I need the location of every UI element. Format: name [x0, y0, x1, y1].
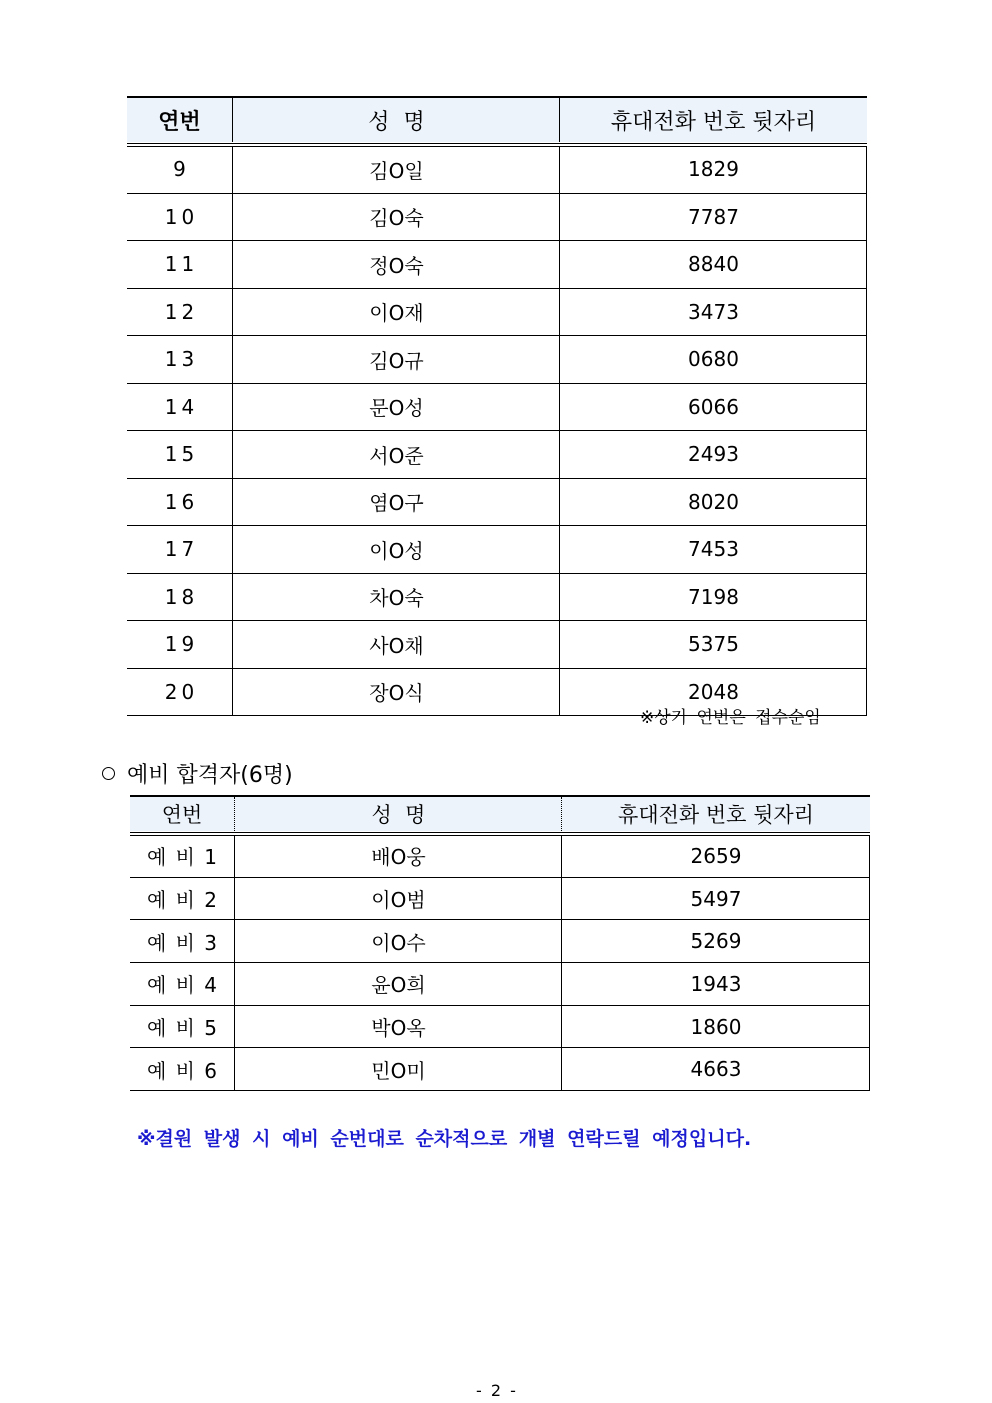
- row-phone: 5375: [559, 621, 867, 668]
- row-no: 18: [164, 584, 199, 609]
- reserve-list-table: [130, 795, 870, 1091]
- row-no: 예 비 1: [146, 845, 218, 870]
- reserve-contact-note: ※결원 발생 시 예비 순번대로 순차적으로 개별 연락드릴 예정입니다.: [137, 1128, 752, 1150]
- row-name: 이O범: [234, 878, 562, 920]
- header-no: 연번: [158, 109, 201, 135]
- table-row: [127, 479, 866, 527]
- reserve-title-text: 예비 합격자(6명): [127, 763, 293, 788]
- row-name: 김O숙: [232, 194, 560, 241]
- row-name: 정O숙: [232, 241, 560, 288]
- row-name: 김O일: [232, 146, 560, 193]
- passed-list-table: [127, 96, 867, 716]
- page-number: - 2 -: [476, 1381, 516, 1400]
- table-body: [127, 146, 867, 716]
- table-row: [130, 835, 869, 878]
- row-phone: 5497: [561, 878, 870, 920]
- table-row: [130, 920, 869, 963]
- table-row: [127, 241, 866, 289]
- row-name: 민O미: [234, 1048, 562, 1090]
- row-phone: 1829: [559, 146, 867, 193]
- row-phone: 2659: [561, 835, 870, 877]
- row-name: 서O준: [232, 431, 560, 478]
- table-row: [130, 1048, 869, 1091]
- table-header: [127, 96, 867, 142]
- row-phone: 8020: [559, 479, 867, 526]
- table-row: [127, 146, 866, 194]
- row-no: 9: [173, 157, 190, 182]
- header-name: 성 명: [232, 98, 560, 142]
- row-phone: 7198: [559, 574, 867, 621]
- row-name: 문O성: [232, 384, 560, 431]
- row-phone: 1860: [561, 1006, 870, 1048]
- table-row: [127, 384, 866, 432]
- table-row: [130, 963, 869, 1006]
- row-no: 20: [164, 679, 199, 704]
- row-phone: 1943: [561, 963, 870, 1005]
- row-name: 윤O희: [234, 963, 562, 1005]
- row-no: 11: [164, 252, 199, 277]
- row-name: 이O재: [232, 289, 560, 336]
- header-phone: 휴대전화 번호 뒷자리: [561, 797, 870, 831]
- row-no: 19: [164, 632, 199, 657]
- row-name: 사O채: [232, 621, 560, 668]
- row-name: 김O규: [232, 336, 560, 383]
- row-name: 장O식: [232, 669, 560, 716]
- table-row: [127, 289, 866, 337]
- row-phone: 8840: [559, 241, 867, 288]
- row-no: 예 비 6: [146, 1058, 218, 1083]
- row-phone: 0680: [559, 336, 867, 383]
- row-no: 예 비 2: [146, 888, 218, 913]
- table-row: [127, 574, 866, 622]
- table-row: [130, 1006, 869, 1049]
- row-no: 예 비 4: [146, 973, 218, 998]
- row-name: 이O성: [232, 526, 560, 573]
- row-phone: 7787: [559, 194, 867, 241]
- row-no: 16: [164, 489, 199, 514]
- row-no: 10: [164, 204, 199, 229]
- row-phone: 7453: [559, 526, 867, 573]
- reserve-section-title: [102, 758, 293, 789]
- header-no: 연번: [161, 803, 203, 827]
- row-name: 이O수: [234, 920, 562, 962]
- table-row: [127, 526, 866, 574]
- row-phone: 5269: [561, 920, 870, 962]
- row-phone: 4663: [561, 1048, 870, 1090]
- bullet-icon: [102, 767, 115, 780]
- header-phone: 휴대전화 번호 뒷자리: [559, 98, 867, 142]
- row-name: 염O구: [232, 479, 560, 526]
- row-name: 박O옥: [234, 1006, 562, 1048]
- row-phone: 6066: [559, 384, 867, 431]
- row-no: 14: [164, 394, 199, 419]
- row-no: 17: [164, 537, 199, 562]
- row-phone: 3473: [559, 289, 867, 336]
- row-phone: 2048: [559, 669, 867, 716]
- row-no: 예 비 3: [146, 930, 218, 955]
- row-no: 예 비 5: [146, 1016, 218, 1041]
- order-note: ※상기 연번은 접수순임: [640, 708, 821, 728]
- table-header: [130, 795, 870, 831]
- row-name: 배O웅: [234, 835, 562, 877]
- table-row: [127, 194, 866, 242]
- row-name: 차O숙: [232, 574, 560, 621]
- table-row: [130, 878, 869, 921]
- row-no: 13: [164, 347, 199, 372]
- row-phone: 2493: [559, 431, 867, 478]
- table-row: [127, 431, 866, 479]
- table-row: [127, 336, 866, 384]
- row-no: 15: [164, 442, 199, 467]
- header-name: 성 명: [234, 797, 562, 831]
- table-row: [127, 621, 866, 669]
- row-no: 12: [164, 299, 199, 324]
- table-body: [130, 835, 870, 1091]
